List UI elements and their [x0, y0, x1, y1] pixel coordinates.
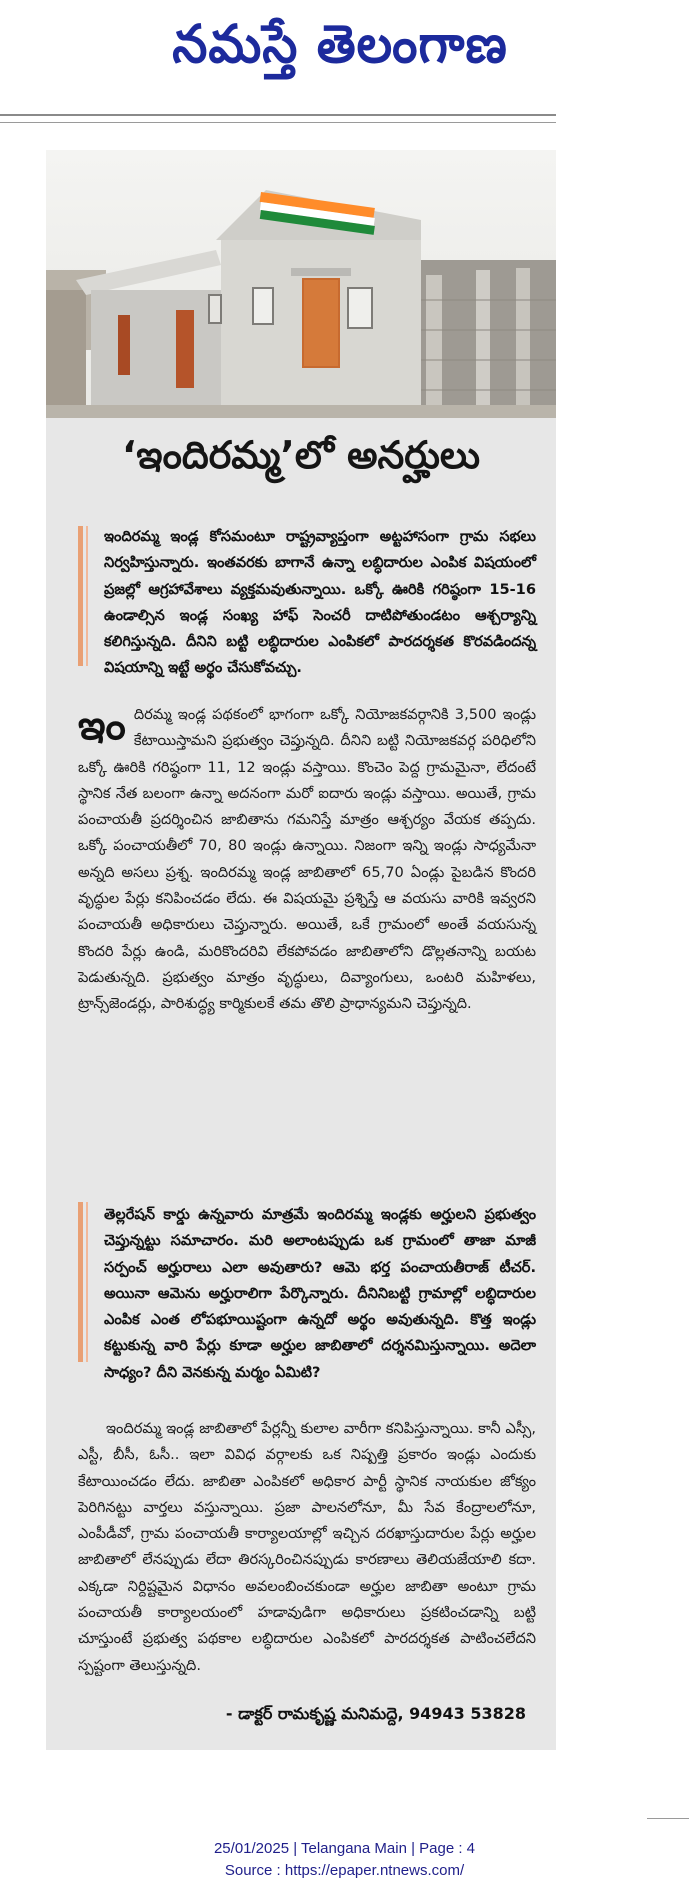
intro-quote: ఇందిరమ్మ ఇండ్ల కోసమంటూ రాష్ట్రవ్యాప్తంగా అట్టహాసంగా గ్రామ సభలు నిర్వహిస్తున్నారు. ఇంతవరకు బాగానే ఉన్నా లబ్ధిదారుల ఎంపిక విషయంలో ప్రజల్లో ఆగ్రహావేశాలు వ్యక్తమవుతున్నాయి. ఒక్కో ఊరికి గరిష్ఠంగా 15-16 ఉండాల్సిన ఇండ్ల సంఖ్య హాఫ్ సెంచరీ దాటిపోతుండటం ఆశ్చర్యాన్ని కలిగిస్తున్నది. దీనిని బట్టి లబ్ధిదారుల ఎంపికలో పారదర్శకత కొరవడిందన్న విషయాన్ని ఇట్టే అర్థం చేసుకోవచ్చు. — [104, 528, 536, 677]
article-headline: ‘ఇందిరమ్మ’లో అనర్హులు — [122, 433, 480, 477]
quote-accent-bar-2 — [78, 1202, 83, 1362]
article-clipping — [46, 150, 556, 1750]
house-photo — [46, 150, 556, 418]
drop-cap: ఇం — [78, 703, 126, 749]
body-paragraph-1-text: దిరమ్మ ఇండ్ల పథకంలో భాగంగా ఒక్కో నియోజకవర్గానికి 3,500 ఇండ్లు కేటాయిస్తామని ప్రభుత్వం చెప్తున్నది. దీనిని బట్టి నియోజకవర్గ పరిధిలోని ఒక్కో ఊరికి గరిష్ఠంగా 11, 12 ఇండ్లు వస్తాయి. కొంచెం పెద్ద గ్రామమైనా, లేదంటే స్థానిక నేత బలంగా ఉన్నా అదనంగా మరో ఐదారు ఇండ్లు వస్తాయి. అయితే, గ్రామ పంచాయతీ ప్రదర్శించిన జాబితాను గమనిస్తే మాత్రం ఆశ్చర్యం వేయక తప్పదు. ఒక్కో పంచాయతీలో 70, 80 ఇండ్లు ఉన్నాయి. నిజంగా ఇన్ని ఇండ్లు సాధ్యమేనా అన్నది అసలు ప్రశ్న. ఇందిరమ్మ ఇండ్ల జాబితాలో 65,70 ఏండ్లు పైబడిన కొందరి వృద్ధుల పేర్లు కనిపించడం లేదు. ఈ విషయమై ప్రశ్నిస్తే ఆ వయసు వారికి ఇవ్వరని పంచాయతీ అధికారులు చెప్తున్నారు. అయితే, ఒకే గ్రామంలో అంతే వయసున్న కొందరి పేర్లు ఉండి, మరికొందరివి లేకపోవడం జాబితాలోని డొల్లతనాన్ని బయట పెడుతున్నది. ప్రభుత్వం మాత్రం వృద్ధులు, దివ్యాంగులు, ఒంటరి మహిళలు, ట్రాన్స్‌జెండర్లు, పారిశుద్ధ్య కార్మికులకే తమ తొలి ప్రాధాన్యమని చెప్తున్నది. — [78, 706, 536, 1013]
quote-accent-bar — [78, 526, 83, 666]
header-divider — [0, 114, 556, 116]
mid-quote: తెల్లరేషన్ కార్డు ఉన్నవారు మాత్రమే ఇందిరమ్మ ఇండ్లకు అర్హులని ప్రభుత్వం చెప్తున్నట్టు సమాచారం. మరి అలాంటప్పుడు ఒక గ్రామంలో తాజా మాజీ సర్పంచ్ అర్హురాలు ఎలా అవుతారు? ఆమె భర్త పంచాయతీరాజ్ టీచర్. అయినా ఆమెను అర్హురాలిగా పేర్కొన్నారు. దీనినిబట్టి గ్రామాల్లో లబ్ధిదారుల ఎంపిక ఎంత లోపభూయిష్టంగా ఉన్నదో అర్థం అవుతున్నది. కొత్త ఇండ్లు కట్టుకున్న వారి పేర్లు కూడా అర్హుల జాబితాలో దర్శనమిస్తున్నాయి. అదెలా సాధ్యం? దీని వెనకున్న మర్మం ఏమిటి? — [104, 1206, 536, 1381]
page-footer — [0, 1838, 689, 1882]
newspaper-logo: నమస్తే తెలంగాణ — [172, 13, 508, 75]
body-paragraph-1 — [78, 702, 536, 1018]
footer-date-edition: 25/01/2025 | Telangana Main | Page : 4 — [213, 1840, 476, 1857]
footer-side-rule — [647, 1818, 689, 1819]
house-photo-image — [46, 150, 556, 418]
header-divider-thin — [0, 122, 556, 123]
author-byline: - డాక్టర్ రామకృష్ణ మనిమద్దె, 94943 53828 — [225, 1704, 526, 1723]
body-paragraph-2: ఇందిరమ్మ ఇండ్ల జాబితాలో పేర్లన్నీ కులాల వారీగా కనిపిస్తున్నాయి. కానీ ఎస్సీ, ఎస్టీ, బీసీ, ఓసీ.. ఇలా వివిధ వర్గాలకు ఒక నిష్పత్తి ప్రకారం ఇండ్లు ఎందుకు కేటాయించడం లేదు. జాబితా ఎంపికలో అధికార పార్టీ స్థానిక నాయకుల జోక్యం పెరిగినట్టు వార్తలు వస్తున్నాయి. ప్రజా పాలనలోనూ, మీ సేవ కేంద్రాలలోనూ, ఎంపీడీవో, గ్రామ పంచాయతీ కార్యాలయాల్లో ఇచ్చిన దరఖాస్తుదారుల పేర్లు అర్హుల జాబితాలో లేనప్పుడు లేదా తిరస్కరించినప్పుడు కారణాలు తెలియజేయాలి కదా. ఎక్కడా నిర్దిష్టమైన విధానం అవలంబించకుండా అర్హుల జాబితా అంటూ గ్రామ పంచాయతీ కార్యాలయంలో హడావుడిగా అధికారులు ప్రకటించడాన్ని బట్టి చూస్తుంటే ప్రభుత్వ పథకాల లబ్ధిదారుల ఎంపికలో పారదర్శకత పాటించలేదని స్పష్టంగా తెలుస్తున్నది. — [78, 1420, 536, 1674]
masthead — [0, 0, 689, 100]
footer-source: Source : https://epaper.ntnews.com/ — [224, 1862, 465, 1879]
